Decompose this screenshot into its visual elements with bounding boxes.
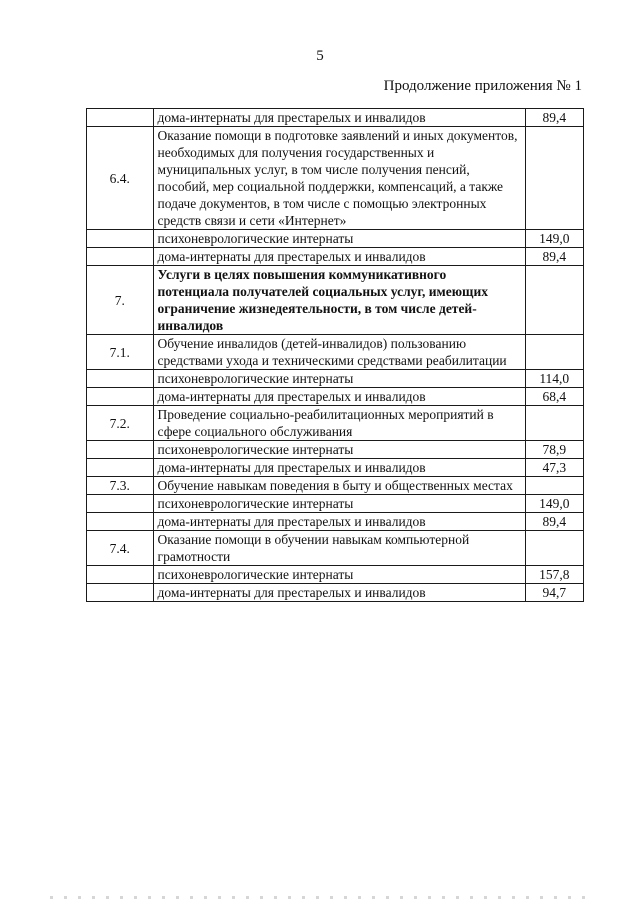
row-number	[87, 441, 154, 459]
row-value: 94,7	[525, 584, 583, 602]
row-description: дома-интернаты для престарелых и инвалидов	[153, 513, 525, 531]
row-number	[87, 370, 154, 388]
table-row	[87, 495, 584, 513]
table-row	[87, 109, 584, 127]
row-value: 47,3	[525, 459, 583, 477]
row-description: психоневрологические интернаты	[153, 566, 525, 584]
row-value	[525, 335, 583, 370]
row-number	[87, 230, 154, 248]
row-description: психоневрологические интернаты	[153, 230, 525, 248]
row-description: Услуги в целях повышения коммуникативного потенциала получателей социальных услуг, имеющих ограничение жизнедеятельности, в том числе детей-инвалидов	[153, 266, 525, 335]
table-row	[87, 584, 584, 602]
scan-artifact-line	[50, 896, 590, 899]
row-number	[87, 584, 154, 602]
row-description: Оказание помощи в подготовке заявлений и иных документов, необходимых для получения государственных и муниципальных услуг, в том числе получения пенсий, пособий, мер социальной поддержки, компенсаций, а также подаче документов, в том числе с помощью электронных средств связи и сети «Интернет»	[153, 127, 525, 230]
row-description: психоневрологические интернаты	[153, 370, 525, 388]
item-row	[87, 406, 584, 441]
row-value	[525, 266, 583, 335]
table-row	[87, 230, 584, 248]
table-row	[87, 566, 584, 584]
row-value: 78,9	[525, 441, 583, 459]
item-row	[87, 127, 584, 230]
row-number: 7.2.	[87, 406, 154, 441]
row-description: Обучение навыкам поведения в быту и общественных местах	[153, 477, 525, 495]
row-value	[525, 406, 583, 441]
row-description: Проведение социально-реабилитационных мероприятий в сфере социального обслуживания	[153, 406, 525, 441]
row-description: Обучение инвалидов (детей-инвалидов) пользованию средствами ухода и техническими средствами реабилитации	[153, 335, 525, 370]
row-description: психоневрологические интернаты	[153, 441, 525, 459]
item-row	[87, 477, 584, 495]
row-description: психоневрологические интернаты	[153, 495, 525, 513]
row-value: 157,8	[525, 566, 583, 584]
row-number	[87, 495, 154, 513]
tariff-table-body	[87, 109, 584, 602]
row-number	[87, 566, 154, 584]
table-row	[87, 459, 584, 477]
row-value: 149,0	[525, 495, 583, 513]
row-number	[87, 459, 154, 477]
row-number	[87, 248, 154, 266]
row-value	[525, 127, 583, 230]
item-row	[87, 335, 584, 370]
table-row	[87, 388, 584, 406]
tariff-table	[86, 108, 584, 602]
row-value	[525, 531, 583, 566]
row-value: 89,4	[525, 109, 583, 127]
row-value: 114,0	[525, 370, 583, 388]
row-value: 68,4	[525, 388, 583, 406]
row-number: 7.4.	[87, 531, 154, 566]
row-description: дома-интернаты для престарелых и инвалидов	[153, 248, 525, 266]
table-row	[87, 248, 584, 266]
page-number: 5	[316, 48, 324, 64]
table-row	[87, 441, 584, 459]
row-value: 149,0	[525, 230, 583, 248]
row-value: 89,4	[525, 513, 583, 531]
row-description: дома-интернаты для престарелых и инвалидов	[153, 584, 525, 602]
table-row	[87, 513, 584, 531]
row-value: 89,4	[525, 248, 583, 266]
row-value	[525, 477, 583, 495]
continuation-header: Продолжение приложения № 1	[383, 78, 582, 94]
row-number: 7.1.	[87, 335, 154, 370]
row-description: дома-интернаты для престарелых и инвалидов	[153, 109, 525, 127]
row-description: дома-интернаты для престарелых и инвалидов	[153, 459, 525, 477]
row-number: 6.4.	[87, 127, 154, 230]
row-number	[87, 388, 154, 406]
row-description: дома-интернаты для престарелых и инвалидов	[153, 388, 525, 406]
row-number: 7.	[87, 266, 154, 335]
row-description: Оказание помощи в обучении навыкам компьютерной грамотности	[153, 531, 525, 566]
row-number	[87, 109, 154, 127]
section-row	[87, 266, 584, 335]
item-row	[87, 531, 584, 566]
row-number: 7.3.	[87, 477, 154, 495]
table-row	[87, 370, 584, 388]
row-number	[87, 513, 154, 531]
